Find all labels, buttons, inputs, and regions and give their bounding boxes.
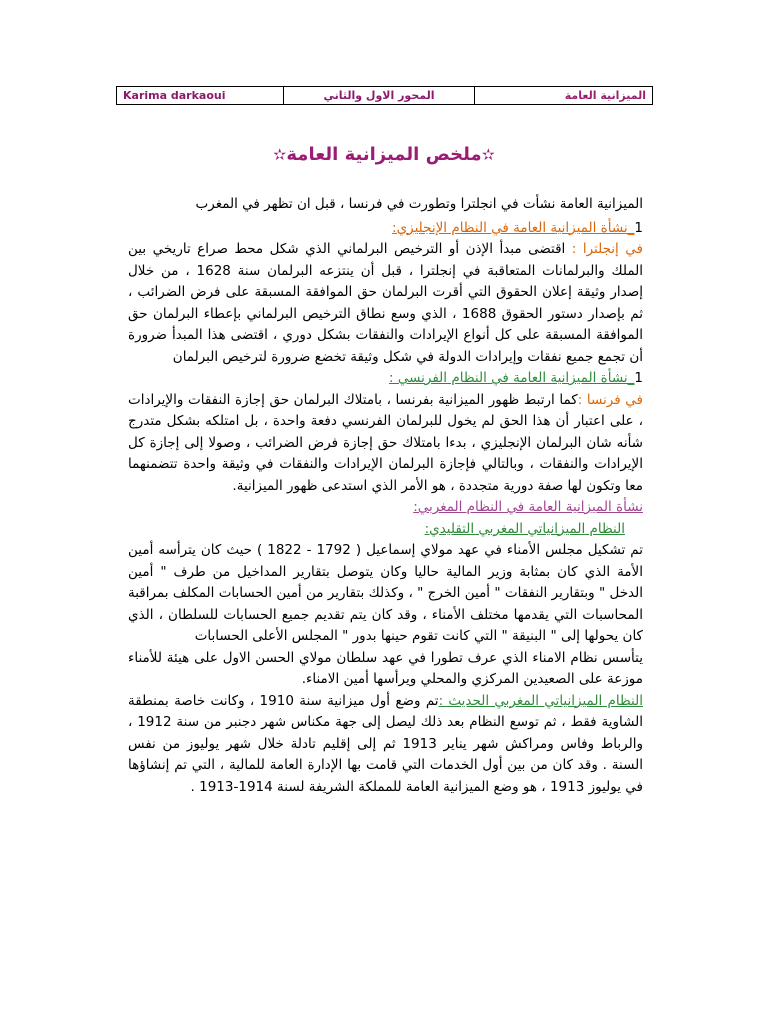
english-body: اقتضى مبدأ الإذن أو الترخيص البرلماني الذي شكل محط صراع تاريخي بين الملك والبرلمانات المتعاقبة في إنجلترا ، قبل أن ينتزعه البرلمان سنة 1628 ، من خلال إصدار وثيقة إعلان الحقوق التي أقرت البرلمان حق الموافقة المسبقة على فرض الضرائب ، ثم بإصدار دستور الحقوق 1688 ، الذي وسع نطاق الترخيص البرلماني بإعطاء البرلمان حق الموافقة المسبقة على كل أنواع الإيرادات والنفقات بشكل دوري ، اقتضى هذا المبدأ ضرورة أن تجمع جميع نفقات وإيرادات الدولة في شكل وثيقة تخضع ضرورة لترخيص البرلمان — [128, 241, 643, 365]
subheading-modern: النظام الميزانياتي المغربي الحديث : — [438, 692, 643, 709]
label-england: في إنجلترا : — [571, 241, 643, 257]
traditional-paragraph: تم تشكيل مجلس الأمناء في عهد مولاي إسماعيل ( 1792 - 1822 ) حيث كان يترأسه أمين الأمة الذي كان بمثابة وزير المالية حاليا وكان يتوصل بتقارير المداخيل من طرف " أمين الدخل " وبتقارير النفقات " أمين الخرج " ، وكذلك بتقارير من أمين الحسابات المكلف بمراقبة المحاسبات التي يقدمها مختلف الأمناء ، وقد كان يتم تقديم جميع الحسابات للسلطان ، الذي كان يحولها إلى " البنيقة " التي كانت تقوم حينها بدور " المجلس الأعلى الحسابات — [128, 542, 643, 644]
section-heading-english — [128, 218, 643, 240]
star-icon: ✫ — [481, 145, 495, 164]
document-body — [128, 194, 643, 798]
page-title — [0, 144, 768, 165]
section-number: 1 — [634, 219, 643, 236]
section-heading-text: _نشأة الميزانية العامة في النظام الإنجليزي: — [392, 219, 635, 236]
label-france: في فرنسا : — [577, 391, 643, 408]
english-paragraph — [128, 239, 643, 368]
french-body: كما ارتبط ظهور الميزانية بفرنسا ، بامتلاك البرلمان حق إجازة النفقات والإيرادات ، على اعتبار أن هذا الحق لم يخول للبرلمان الفرنسي دفعة واحدة ، بل امتلكه بشكل متدرج شأنه شان البرلمان الإنجليزي ، بدءا بامتلاك حق إجازة فرض الضرائب ، وصولا إلى إجازة كل الإيرادات والنفقات ، وبالتالي فإجازة البرلمان الإيرادات والنفقات في وثيقة واحدة تتضمنهما معا وتكون لها صفة دورية متجددة ، هو الأمر الذي استدعى ظهور الميزانية. — [128, 391, 643, 494]
section-heading-text: _نشأة الميزانية العامة في النظام الفرنسي : — [389, 370, 635, 386]
modern-body: تم وضع أول ميزانية سنة 1910 ، وكانت خاصة بمنطقة الشاوية فقط ، ثم توسع النظام بعد ذلك ليصل إلى جهة مكناس شهر دجنبر من سنة 1912 ، والرباط وفاس ومراكش شهر يناير 1913 ثم إلى إقليم تادلة خلال شهر يوليوز من نفس السنة . وقد كان من بين أول الخدمات التي قامت بها الإدارة العامة للمالية ، التي تم إنشاؤها في يوليوز 1913 ، هو وضع الميزانية العامة للمملكة الشريفة لسنة 1914-1913 . — [128, 692, 643, 795]
modern-paragraph — [128, 691, 643, 799]
traditional-paragraph-2: يتأسس نظام الامناء الذي عرف تطورا في عهد سلطان مولاي الحسن الاول على هيئة للأمناء موزعة على الصعيدين المركزي والمحلي ويرأسها أمين الامناء. — [128, 649, 643, 687]
header-cell-author: Karima darkaoui — [117, 87, 284, 105]
intro-paragraph: الميزانية العامة نشأت في انجلترا وتطورت في فرنسا ، قبل ان تظهر في المغرب — [195, 196, 643, 212]
header-table — [116, 86, 653, 105]
header-cell-subject: الميزانية العامة — [475, 87, 653, 105]
section-heading-moroccan — [128, 497, 643, 519]
star-icon: ✫ — [272, 145, 287, 164]
section-heading-text: نشأة الميزانية العامة في النظام المغربي: — [413, 499, 643, 515]
title-text: ملخص الميزانية العامة — [286, 144, 482, 165]
subheading-text: النظام الميزانياتي المغربي التقليدي: — [424, 520, 625, 537]
section-heading-french — [128, 368, 643, 390]
subheading-traditional — [128, 519, 643, 541]
section-number: 1 — [634, 370, 643, 386]
french-paragraph — [128, 390, 643, 498]
header-cell-chapter: المحور الاول والثاني — [284, 87, 475, 105]
